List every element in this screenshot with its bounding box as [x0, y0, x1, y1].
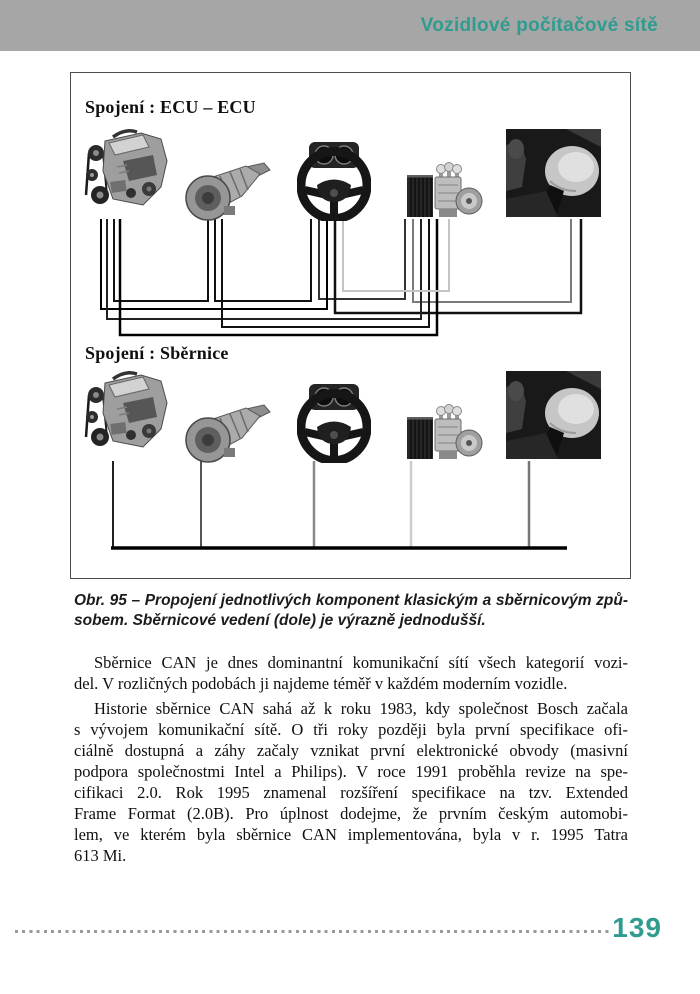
text-line: del. V rozličných podobách ji najdeme téměř v každém moderním vozidle.	[74, 674, 568, 693]
transmission-icon	[184, 158, 272, 224]
abs-unit-icon	[405, 403, 483, 463]
wire-abs-to-airbag	[413, 219, 571, 302]
transmission-icon	[184, 400, 272, 466]
wire-engine-to-trans	[114, 219, 208, 301]
page-number: 139	[612, 912, 662, 943]
airbag-image	[506, 129, 601, 217]
engine-image	[83, 127, 173, 219]
text-line: Historie sběrnice CAN sahá až k roku 1983, kdy společnost Bosch začala	[94, 699, 628, 718]
text-line: podpora společnostmi Intel a Philips). V roce 1991 proběhla revize na spe-	[74, 762, 628, 781]
abs-unit-image	[405, 403, 483, 463]
steering-wheel-image	[297, 137, 371, 221]
wire-engine-to-abs	[120, 219, 437, 335]
figure-box	[70, 72, 631, 579]
text-line: s vývojem komunikační sítě. O tři roky později byla první specifikace ofi-	[74, 720, 628, 739]
text-line: lem, ve kterém byla sběrnice CAN implementována, byla v r. 1995 Tatra	[74, 825, 628, 844]
footer-dotted-rule	[15, 930, 612, 933]
caption-line: Obr. 95 – Propojení jednotlivých komponent klasickým a sběrnicovým způ-	[74, 592, 628, 609]
header-banner	[0, 0, 700, 51]
wire-wheel-to-abs	[319, 219, 405, 299]
text-line: ciálně dostupná a záhy začaly vznikat první elektronické obvody (masivní	[74, 741, 628, 760]
wire-engine-to-wheel	[101, 219, 327, 309]
airbag-image	[506, 371, 601, 459]
transmission-image	[184, 158, 272, 224]
body-text	[74, 652, 628, 870]
engine-icon	[83, 127, 173, 219]
text-line: cifikaci 2.0. Rok 1995 znamenal rozšíření specifikace na tzv. Extended	[74, 783, 628, 802]
airbag-photo-icon	[506, 129, 601, 217]
abs-unit-image	[405, 161, 483, 221]
diagram-label-ecu: Spojení : ECU – ECU	[85, 97, 256, 117]
text-line: Sběrnice CAN je dnes dominantní komunikační sítí všech kategorií vozi-	[94, 653, 628, 672]
steering-wheel-icon	[297, 137, 371, 221]
paragraph	[74, 652, 628, 694]
airbag-photo-icon	[506, 371, 601, 459]
transmission-image	[184, 400, 272, 466]
engine-image	[83, 369, 173, 461]
figure-caption	[74, 591, 628, 630]
abs-unit-icon	[405, 161, 483, 221]
paragraph	[74, 698, 628, 866]
text-line: 613 Mi.	[74, 846, 127, 865]
steering-wheel-image	[297, 379, 371, 463]
chapter-title: Vozidlové počítačové sítě	[420, 14, 658, 36]
engine-icon	[83, 369, 173, 461]
wire-trans-to-abs	[222, 219, 429, 327]
wire-wheel-to-abs	[343, 219, 449, 291]
wire-wheel-to-airbag	[335, 219, 581, 313]
steering-wheel-icon	[297, 379, 371, 463]
text-line: Frame Format (2.0B). Pro úplnost dodejme, že prvním českým automobi-	[74, 804, 628, 823]
wire-trans-to-wheel	[215, 219, 311, 301]
caption-line: sobem. Sběrnicové vedení (dole) je výrazně jednodušší.	[74, 611, 486, 629]
wire-engine-to-abs	[107, 219, 421, 319]
diagram-label-bus: Spojení : Sběrnice	[85, 343, 229, 363]
